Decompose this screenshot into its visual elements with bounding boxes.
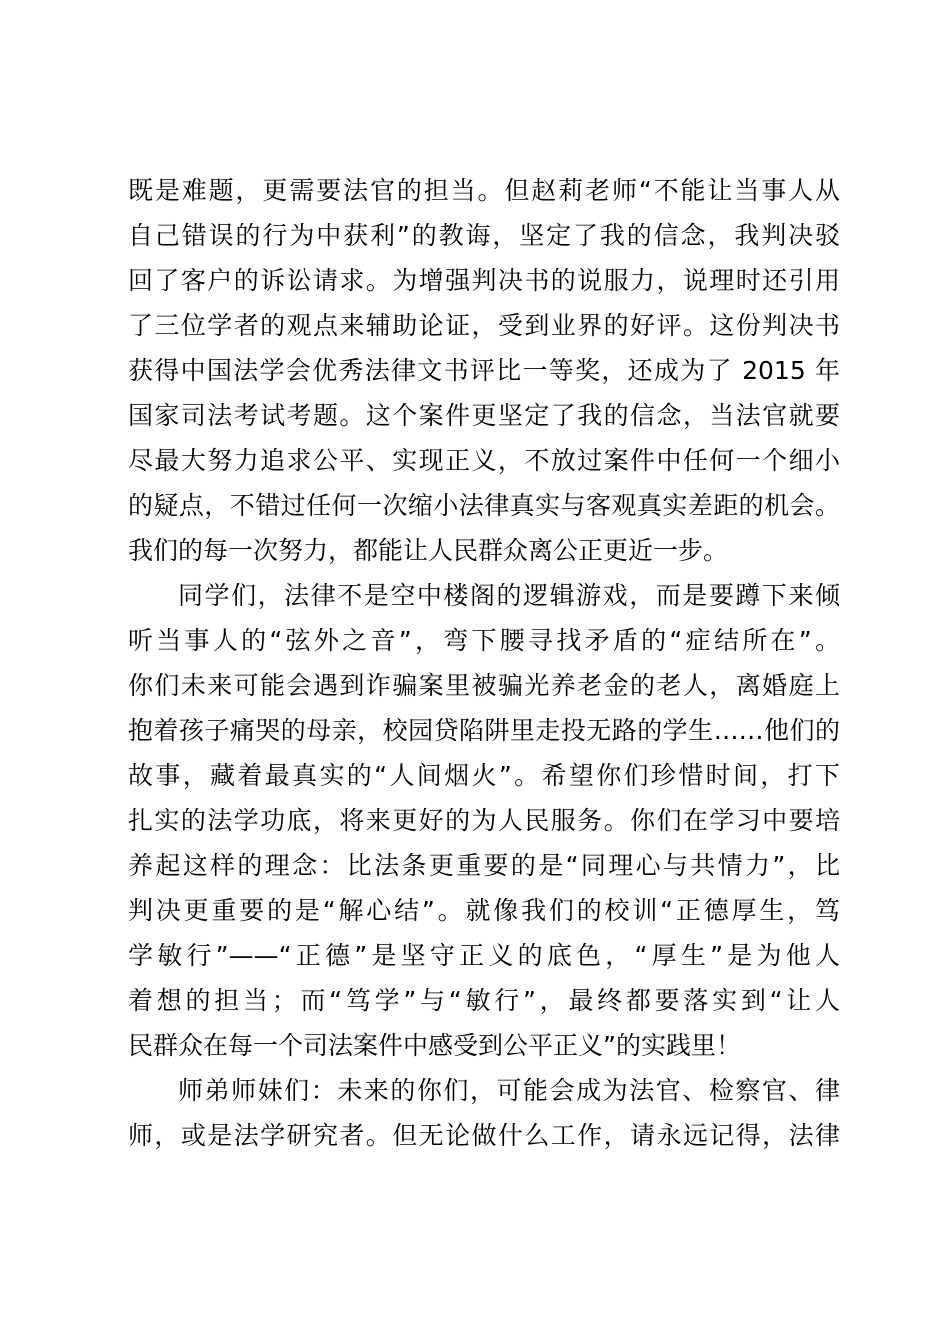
text-line: 扎实的法学功底，将来更好的为人民服务。你们在学习中要培 xyxy=(128,806,840,835)
text-line: 师，或是法学研究者。但无论做什么工作，请永远记得，法律 xyxy=(128,1121,840,1150)
text-line: 我们的每一次努力，都能让人民群众离公正更近一步。 xyxy=(128,536,729,565)
text-line: 养起这样的理念：比法条更重要的是“同理心与共情力”，比 xyxy=(128,851,840,880)
text-line: 尽最大努力追求公平、实现正义，不放过案件中任何一个细小 xyxy=(128,446,840,475)
text-line: 的疑点，不错过任何一次缩小法律真实与客观真实差距的机会。 xyxy=(128,491,840,520)
text-line: 抱着孩子痛哭的母亲，校园贷陷阱里走投无路的学生……他们的 xyxy=(128,716,840,745)
body-text xyxy=(128,168,840,1158)
text-line: 回了客户的诉讼请求。为增强判决书的说服力，说理时还引用 xyxy=(128,266,840,295)
text-line: 获得中国法学会优秀法律文书评比一等奖，还成为了 2015 年 xyxy=(128,356,840,385)
text-line: 听当事人的“弦外之音”，弯下腰寻找矛盾的“症结所在”。 xyxy=(128,626,840,655)
text-line: 民群众在每一个司法案件中感受到公平正义”的实践里！ xyxy=(128,1031,741,1060)
paragraph-first-line: 同学们，法律不是空中楼阁的逻辑游戏，而是要蹲下来倾 xyxy=(178,581,840,610)
text-line: 着想的担当；而“笃学”与“敏行”，最终都要落实到“让人 xyxy=(128,986,840,1015)
text-line: 判决更重要的是“解心结”。就像我们的校训“正德厚生，笃 xyxy=(128,896,840,925)
text-line: 了三位学者的观点来辅助论证，受到业界的好评。这份判决书 xyxy=(128,311,840,340)
text-line: 自己错误的行为中获利”的教诲，坚定了我的信念，我判决驳 xyxy=(128,221,840,250)
text-line: 国家司法考试考题。这个案件更坚定了我的信念，当法官就要 xyxy=(128,401,840,430)
text-line: 学敏行”——“正德”是坚守正义的底色，“厚生”是为他人 xyxy=(128,941,840,970)
text-line: 故事，藏着最真实的“人间烟火”。希望你们珍惜时间，打下 xyxy=(128,761,840,790)
text-line: 你们未来可能会遇到诈骗案里被骗光养老金的老人，离婚庭上 xyxy=(128,671,840,700)
paragraph-first-line: 师弟师妹们：未来的你们，可能会成为法官、检察官、律 xyxy=(178,1076,840,1105)
text-line: 既是难题，更需要法官的担当。但赵莉老师“不能让当事人从 xyxy=(128,176,840,205)
